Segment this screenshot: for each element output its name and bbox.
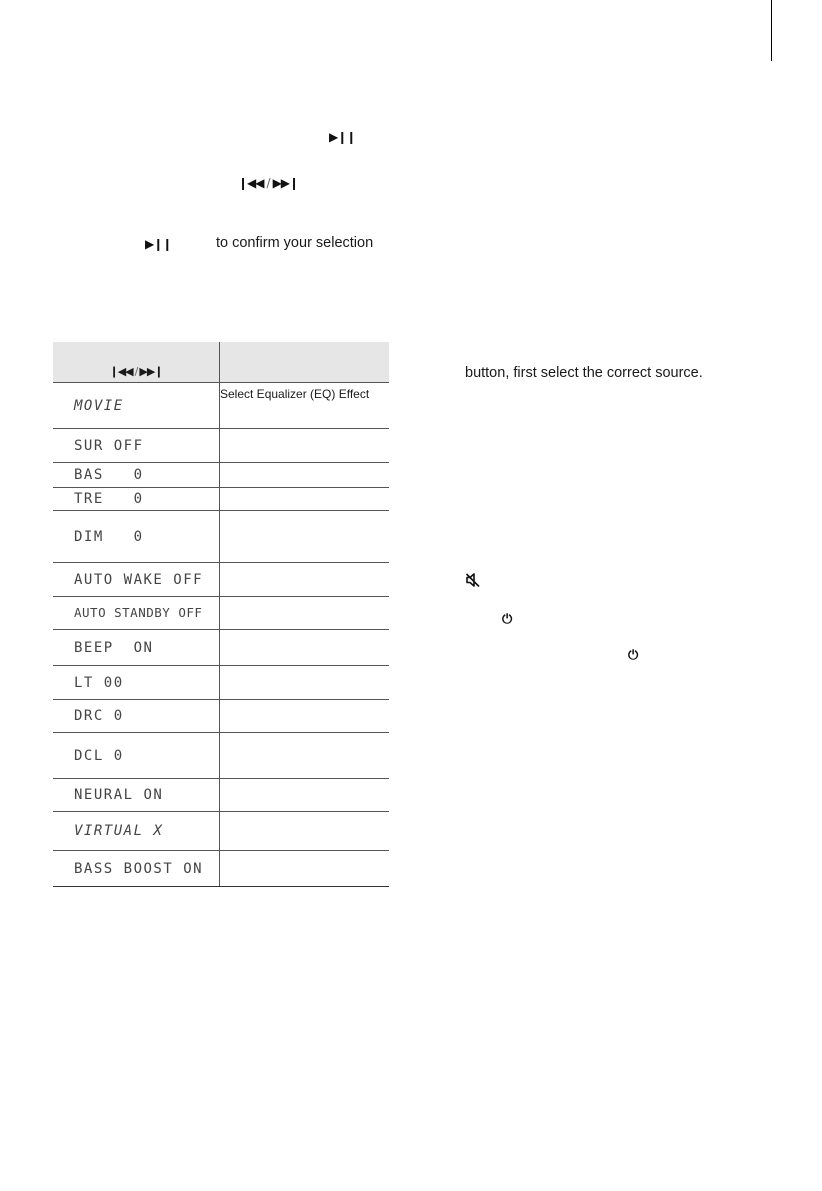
power-icon: ⏻: [628, 648, 639, 663]
table-row: [53, 733, 389, 779]
function-cell: [220, 597, 390, 630]
play-pause-icon: ▶❙❙: [329, 130, 356, 144]
settings-table: [53, 342, 389, 887]
lcd-text: NEURAL ON: [74, 787, 164, 803]
select-source-text: button, first select the correct source.: [465, 365, 703, 381]
display-cell: [53, 666, 220, 700]
prev-next-icons: [238, 176, 298, 190]
page-corner-line: [771, 0, 772, 61]
lcd-text: AUTO STANDBY OFF: [74, 605, 203, 620]
table-row: [53, 666, 389, 700]
display-cell: [53, 700, 220, 733]
display-cell: [53, 733, 220, 779]
table-header-row: [53, 342, 389, 383]
mute-speaker-icon: [465, 572, 481, 588]
display-cell: [53, 383, 220, 429]
table-row: [53, 630, 389, 666]
lcd-text: LT 00: [74, 674, 124, 691]
lcd-text: SUR OFF: [74, 437, 144, 454]
display-cell: [53, 463, 220, 488]
lcd-text: BEEP ON: [74, 639, 154, 656]
lcd-text: BAS 0: [74, 467, 144, 483]
display-cell: [53, 511, 220, 563]
lcd-text: MOVIE: [74, 397, 124, 414]
prev-next-icons: [110, 365, 163, 378]
function-cell: [220, 488, 390, 511]
function-cell: [220, 630, 390, 666]
function-cell: [220, 733, 390, 779]
header-display-column: [53, 342, 220, 383]
header-function-column: [220, 342, 390, 383]
lcd-text: VIRTUAL X: [74, 823, 164, 839]
lcd-text: DCL 0: [74, 747, 124, 764]
function-cell: [220, 463, 390, 488]
function-cell: [220, 700, 390, 733]
confirm-selection-text: to confirm your selection: [216, 235, 374, 251]
table-row: [53, 597, 389, 630]
function-cell: [220, 779, 390, 812]
table-row: [53, 700, 389, 733]
display-cell: [53, 429, 220, 463]
display-cell: [53, 779, 220, 812]
function-cell: [220, 511, 390, 563]
lcd-text: BASS BOOST ON: [74, 860, 204, 877]
display-cell: [53, 812, 220, 851]
power-icon: ⏻: [502, 612, 513, 627]
table-row: [53, 488, 389, 511]
function-cell: [220, 563, 390, 597]
display-cell: [53, 563, 220, 597]
previous-icon: ❙◀◀: [238, 176, 264, 190]
display-cell: [53, 488, 220, 511]
next-icon: ▶▶❙: [272, 176, 299, 190]
lcd-text: AUTO WAKE OFF: [74, 571, 204, 588]
display-cell: [53, 597, 220, 630]
table-row: [53, 563, 389, 597]
icon-separator: /: [134, 365, 138, 378]
display-cell: [53, 630, 220, 666]
play-pause-icon: ▶❙❙: [145, 237, 172, 251]
display-cell: [53, 851, 220, 887]
function-cell: [220, 812, 390, 851]
function-cell: [220, 851, 390, 887]
table-row: [53, 812, 389, 851]
table-row: [53, 383, 389, 429]
table-row: [53, 511, 389, 563]
function-cell: [220, 666, 390, 700]
previous-icon: ❙◀◀: [109, 365, 133, 378]
icon-separator: /: [266, 176, 270, 190]
mute-icon: [465, 572, 481, 588]
table-row: [53, 429, 389, 463]
table-row: [53, 463, 389, 488]
function-cell: [220, 429, 390, 463]
lcd-text: DIM 0: [74, 528, 144, 545]
lcd-text: TRE 0: [74, 491, 144, 507]
table-row: [53, 779, 389, 812]
table-row: [53, 851, 389, 887]
next-icon: ▶▶❙: [139, 365, 163, 378]
lcd-text: DRC 0: [74, 708, 124, 724]
function-cell: Select Equalizer (EQ) Effect: [220, 383, 390, 429]
